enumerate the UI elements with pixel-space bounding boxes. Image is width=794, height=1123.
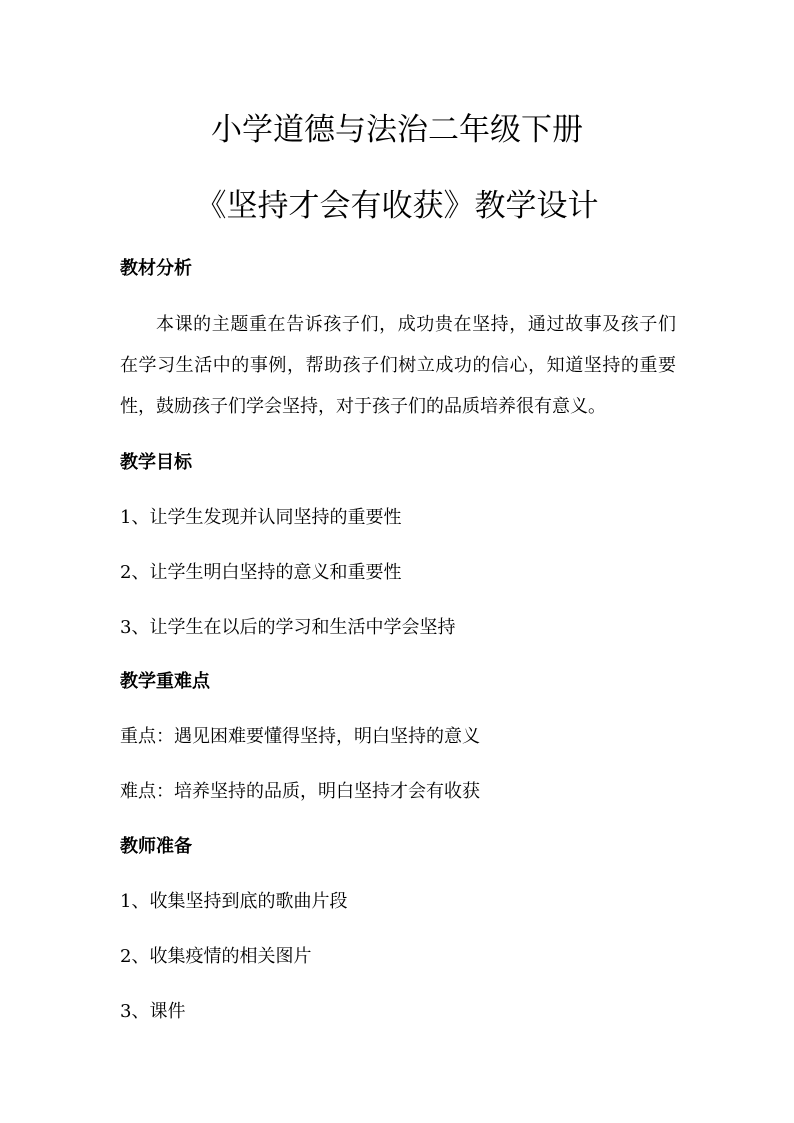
preparation-item-3: 3、课件 — [120, 1001, 186, 1022]
section-heading-key-points: 教学重难点 — [120, 671, 210, 692]
section-heading-analysis: 教材分析 — [120, 258, 192, 279]
document-title-line-2: 《坚持才会有收获》教学设计 — [195, 188, 599, 224]
goal-item-3: 3、让学生在以后的学习和生活中学会坚持 — [120, 617, 456, 638]
goal-item-2: 2、让学生明白坚持的意义和重要性 — [120, 562, 402, 583]
goal-item-1: 1、让学生发现并认同坚持的重要性 — [120, 507, 402, 528]
key-point-focus: 重点：遇见困难要懂得坚持，明白坚持的意义 — [120, 726, 480, 747]
section-heading-goals: 教学目标 — [120, 452, 192, 473]
preparation-item-2: 2、收集疫情的相关图片 — [120, 946, 312, 967]
analysis-paragraph: 本课的主题重在告诉孩子们，成功贵在坚持，通过故事及孩子们在学习生活中的事例，帮助孩子们树立成功的信心，知道坚持的重要性，鼓励孩子们学会坚持，对于孩子们的品质培养很有意义。 — [120, 314, 676, 417]
section-heading-preparation: 教师准备 — [120, 836, 192, 857]
document-title-line-1: 小学道德与法治二年级下册 — [211, 112, 583, 148]
preparation-item-1: 1、收集坚持到底的歌曲片段 — [120, 891, 348, 912]
key-point-difficulty: 难点：培养坚持的品质，明白坚持才会有收获 — [120, 781, 480, 802]
